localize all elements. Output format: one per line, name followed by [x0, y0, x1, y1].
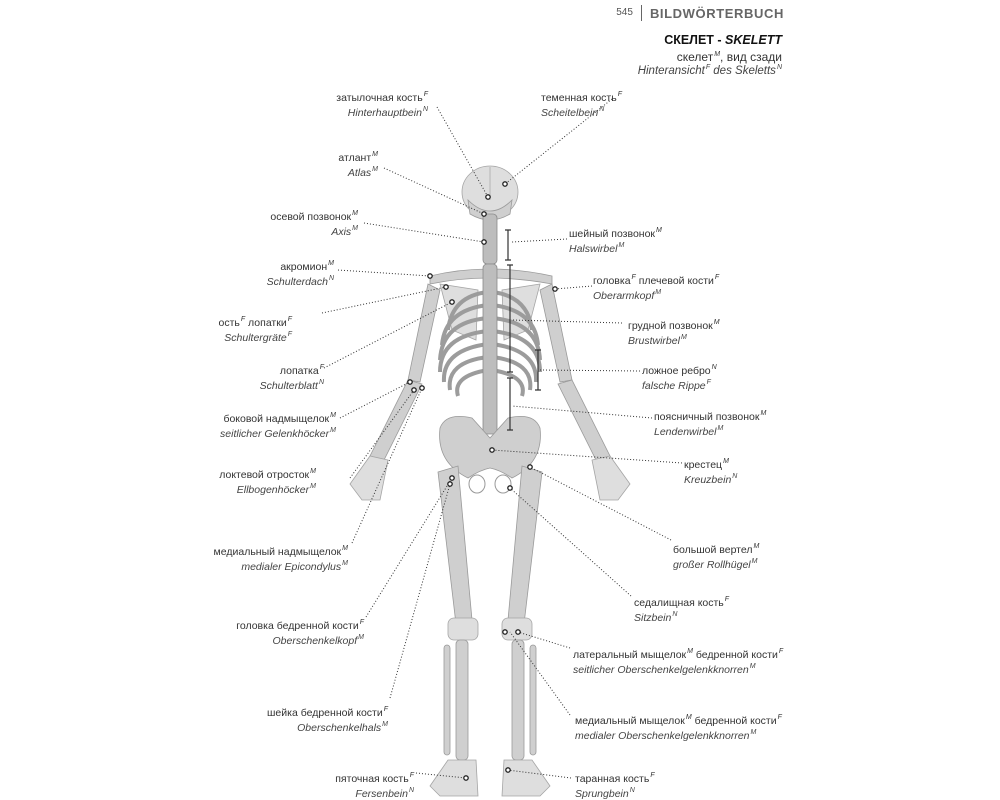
gender-marker: N	[732, 473, 738, 480]
label-false-rib	[642, 362, 717, 392]
label-atlas	[338, 149, 378, 179]
label-scapular-spine	[218, 314, 292, 344]
gender-marker: F	[383, 706, 388, 713]
label-ru: головка	[593, 275, 631, 287]
label-de: Fersenbein	[355, 788, 408, 800]
gender-marker: F	[240, 316, 246, 323]
label-ru: локтевой отросток	[219, 469, 310, 481]
label-ru: поясничный позвонок	[654, 411, 760, 423]
gender-marker: N	[672, 611, 678, 618]
gender-marker: F	[777, 714, 782, 721]
label-de: Schulterblatt	[259, 380, 318, 392]
gender-marker: M	[372, 166, 378, 173]
label-de: falsche Rippe	[642, 380, 706, 392]
label-sacrum	[684, 456, 737, 486]
label-ru-2: бедренной кости	[692, 649, 778, 661]
gender-marker: M	[310, 468, 316, 475]
gender-marker: F	[631, 274, 636, 281]
label-de: seitlicher Oberschenkelgelenkknorren	[573, 664, 749, 676]
gender-marker: M	[750, 729, 757, 736]
gender-marker: M	[330, 427, 336, 434]
gender-marker: N	[408, 787, 414, 794]
gender-marker: N	[629, 787, 635, 794]
label-ru: затылочная кость	[336, 92, 423, 104]
gender-marker: N	[328, 275, 334, 282]
label-medial-femoral-condyle	[575, 712, 782, 742]
label-ru: атлант	[338, 152, 372, 164]
gender-marker: N	[318, 379, 324, 386]
label-de: Brustwirbel	[628, 335, 680, 347]
gender-marker: F	[617, 91, 622, 98]
label-ru: теменная кость	[541, 92, 617, 104]
label-de: Sprungbein	[575, 788, 629, 800]
gender-marker: M	[310, 483, 316, 490]
gender-marker: M	[352, 210, 358, 217]
gender-marker: M	[687, 648, 693, 655]
gender-marker: M	[714, 51, 721, 58]
label-de: Schulterdach	[266, 276, 328, 288]
label-de: Lendenwirbel	[654, 426, 717, 438]
gender-marker: N	[711, 364, 717, 371]
gender-marker: F	[319, 364, 324, 371]
label-ru: ложное ребро	[642, 365, 711, 377]
gender-marker: M	[342, 560, 348, 567]
label-ru: головка бедренной кости	[236, 620, 359, 632]
label-de: Ellbogenhöcker	[236, 484, 310, 496]
label-de: Kreuzbein	[684, 474, 732, 486]
label-humeral-head	[593, 272, 719, 302]
label-de: seitlicher Gelenkhöcker	[220, 428, 330, 440]
gender-marker: M	[618, 242, 625, 249]
gender-marker: M	[723, 458, 729, 465]
label-lateral-femoral-condyle	[573, 646, 783, 676]
page-number: 545	[616, 5, 642, 21]
title-de: SKELETT	[725, 33, 782, 47]
label-femoral-head	[236, 617, 364, 647]
label-de: Atlas	[347, 167, 372, 179]
gender-marker: N	[776, 64, 782, 71]
label-ru: медиальный надмыщелок	[213, 546, 342, 558]
label-medial-epicondyle	[214, 543, 348, 573]
label-cervical-vertebra	[569, 225, 662, 255]
label-ru: шейный позвонок	[569, 228, 656, 240]
gender-marker: F	[359, 619, 364, 626]
label-de: Schultergräte	[224, 332, 287, 344]
label-greater-trochanter	[673, 541, 759, 571]
gender-marker: M	[358, 634, 364, 641]
gender-marker: F	[287, 331, 292, 338]
gender-marker: M	[760, 410, 767, 417]
label-de: medialer Epicondylus	[241, 561, 342, 573]
label-calcaneus	[335, 770, 414, 800]
gender-marker: F	[705, 64, 711, 71]
label-de: medialer Oberschenkelgelenkknorren	[575, 730, 750, 742]
label-de: Oberarmkopf	[593, 290, 655, 302]
gender-marker: N	[422, 106, 428, 113]
label-de: Oberschenkelhals	[297, 722, 382, 734]
label-ru: лопатка	[279, 365, 319, 377]
label-scapula	[260, 362, 324, 392]
gender-marker: M	[352, 225, 358, 232]
subtitle-de-word: Hinteransicht	[637, 65, 705, 77]
gender-marker: F	[714, 274, 720, 281]
label-ru-2: бедренной кости	[691, 715, 777, 727]
gender-marker: M	[751, 558, 758, 565]
title-separator: -	[713, 33, 726, 47]
gender-marker: M	[685, 714, 692, 721]
label-ru: осевой позвонок	[270, 211, 352, 223]
subtitle-ru-word: скелет	[676, 50, 714, 64]
gender-marker: F	[706, 379, 711, 386]
label-de: Hinterhauptbein	[347, 107, 422, 119]
label-de: Oberschenkelkopf	[272, 635, 358, 647]
label-talus	[575, 770, 655, 800]
gender-marker: M	[749, 663, 756, 670]
gender-marker: M	[655, 289, 662, 296]
label-de: großer Rollhügel	[673, 559, 751, 571]
label-thoracic-vertebra	[628, 317, 720, 347]
label-ru: боковой надмыщелок	[223, 413, 330, 425]
gender-marker: M	[330, 412, 336, 419]
label-de: Halswirbel	[569, 243, 618, 255]
gender-marker: M	[713, 319, 720, 326]
label-ru: седалищная кость	[634, 597, 724, 609]
label-de: Scheitelbein	[541, 107, 599, 119]
label-olecranon	[219, 466, 316, 496]
label-occipital-bone	[336, 89, 428, 119]
label-lumbar-vertebra	[654, 408, 766, 438]
gender-marker: F	[778, 648, 784, 655]
label-femoral-neck	[267, 704, 388, 734]
label-ru-2: лопатки	[245, 317, 287, 329]
gender-marker: M	[372, 151, 378, 158]
skeleton-back-view	[347, 166, 630, 796]
label-ru: медиальный мыщелок	[575, 715, 685, 727]
gender-marker: F	[650, 772, 655, 779]
gender-marker: M	[342, 545, 348, 552]
section-title: BILDWÖRTERBUCH	[649, 5, 784, 21]
gender-marker: F	[287, 316, 292, 323]
subtitle-de-rest: des Skeletts	[710, 65, 776, 77]
gender-marker: N	[599, 106, 605, 113]
label-ru: акромион	[280, 261, 328, 273]
gender-marker: M	[382, 721, 388, 728]
subtitle-ru-rest: , вид сзади	[720, 50, 782, 64]
label-de: Sitzbein	[634, 612, 672, 624]
label-ru: ость	[218, 317, 240, 329]
label-lateral-epicondyle	[220, 410, 336, 440]
label-ru-2: плечевой кости	[635, 275, 714, 287]
gender-marker: M	[328, 260, 334, 267]
label-de: Axis	[331, 226, 352, 238]
gender-marker: M	[656, 227, 662, 234]
label-ru: латеральный мыщелок	[573, 649, 687, 661]
label-ru: шейка бедренной кости	[267, 707, 383, 719]
label-ru: таранная кость	[575, 773, 650, 785]
label-ru: грудной позвонок	[628, 320, 713, 332]
gender-marker: F	[724, 596, 730, 603]
gender-marker: M	[753, 543, 760, 550]
label-acromion	[267, 258, 334, 288]
gender-marker: M	[717, 425, 724, 432]
title-ru: СКЕЛЕТ	[664, 33, 714, 47]
gender-marker: F	[423, 91, 428, 98]
label-ischium	[634, 594, 729, 624]
gender-marker: M	[680, 334, 687, 341]
label-ru: крестец	[684, 459, 723, 471]
gender-marker: F	[409, 772, 414, 779]
label-ru: большой вертел	[673, 544, 753, 556]
label-axis	[270, 208, 358, 238]
label-parietal-bone	[541, 89, 622, 119]
label-ru: пяточная кость	[335, 773, 409, 785]
